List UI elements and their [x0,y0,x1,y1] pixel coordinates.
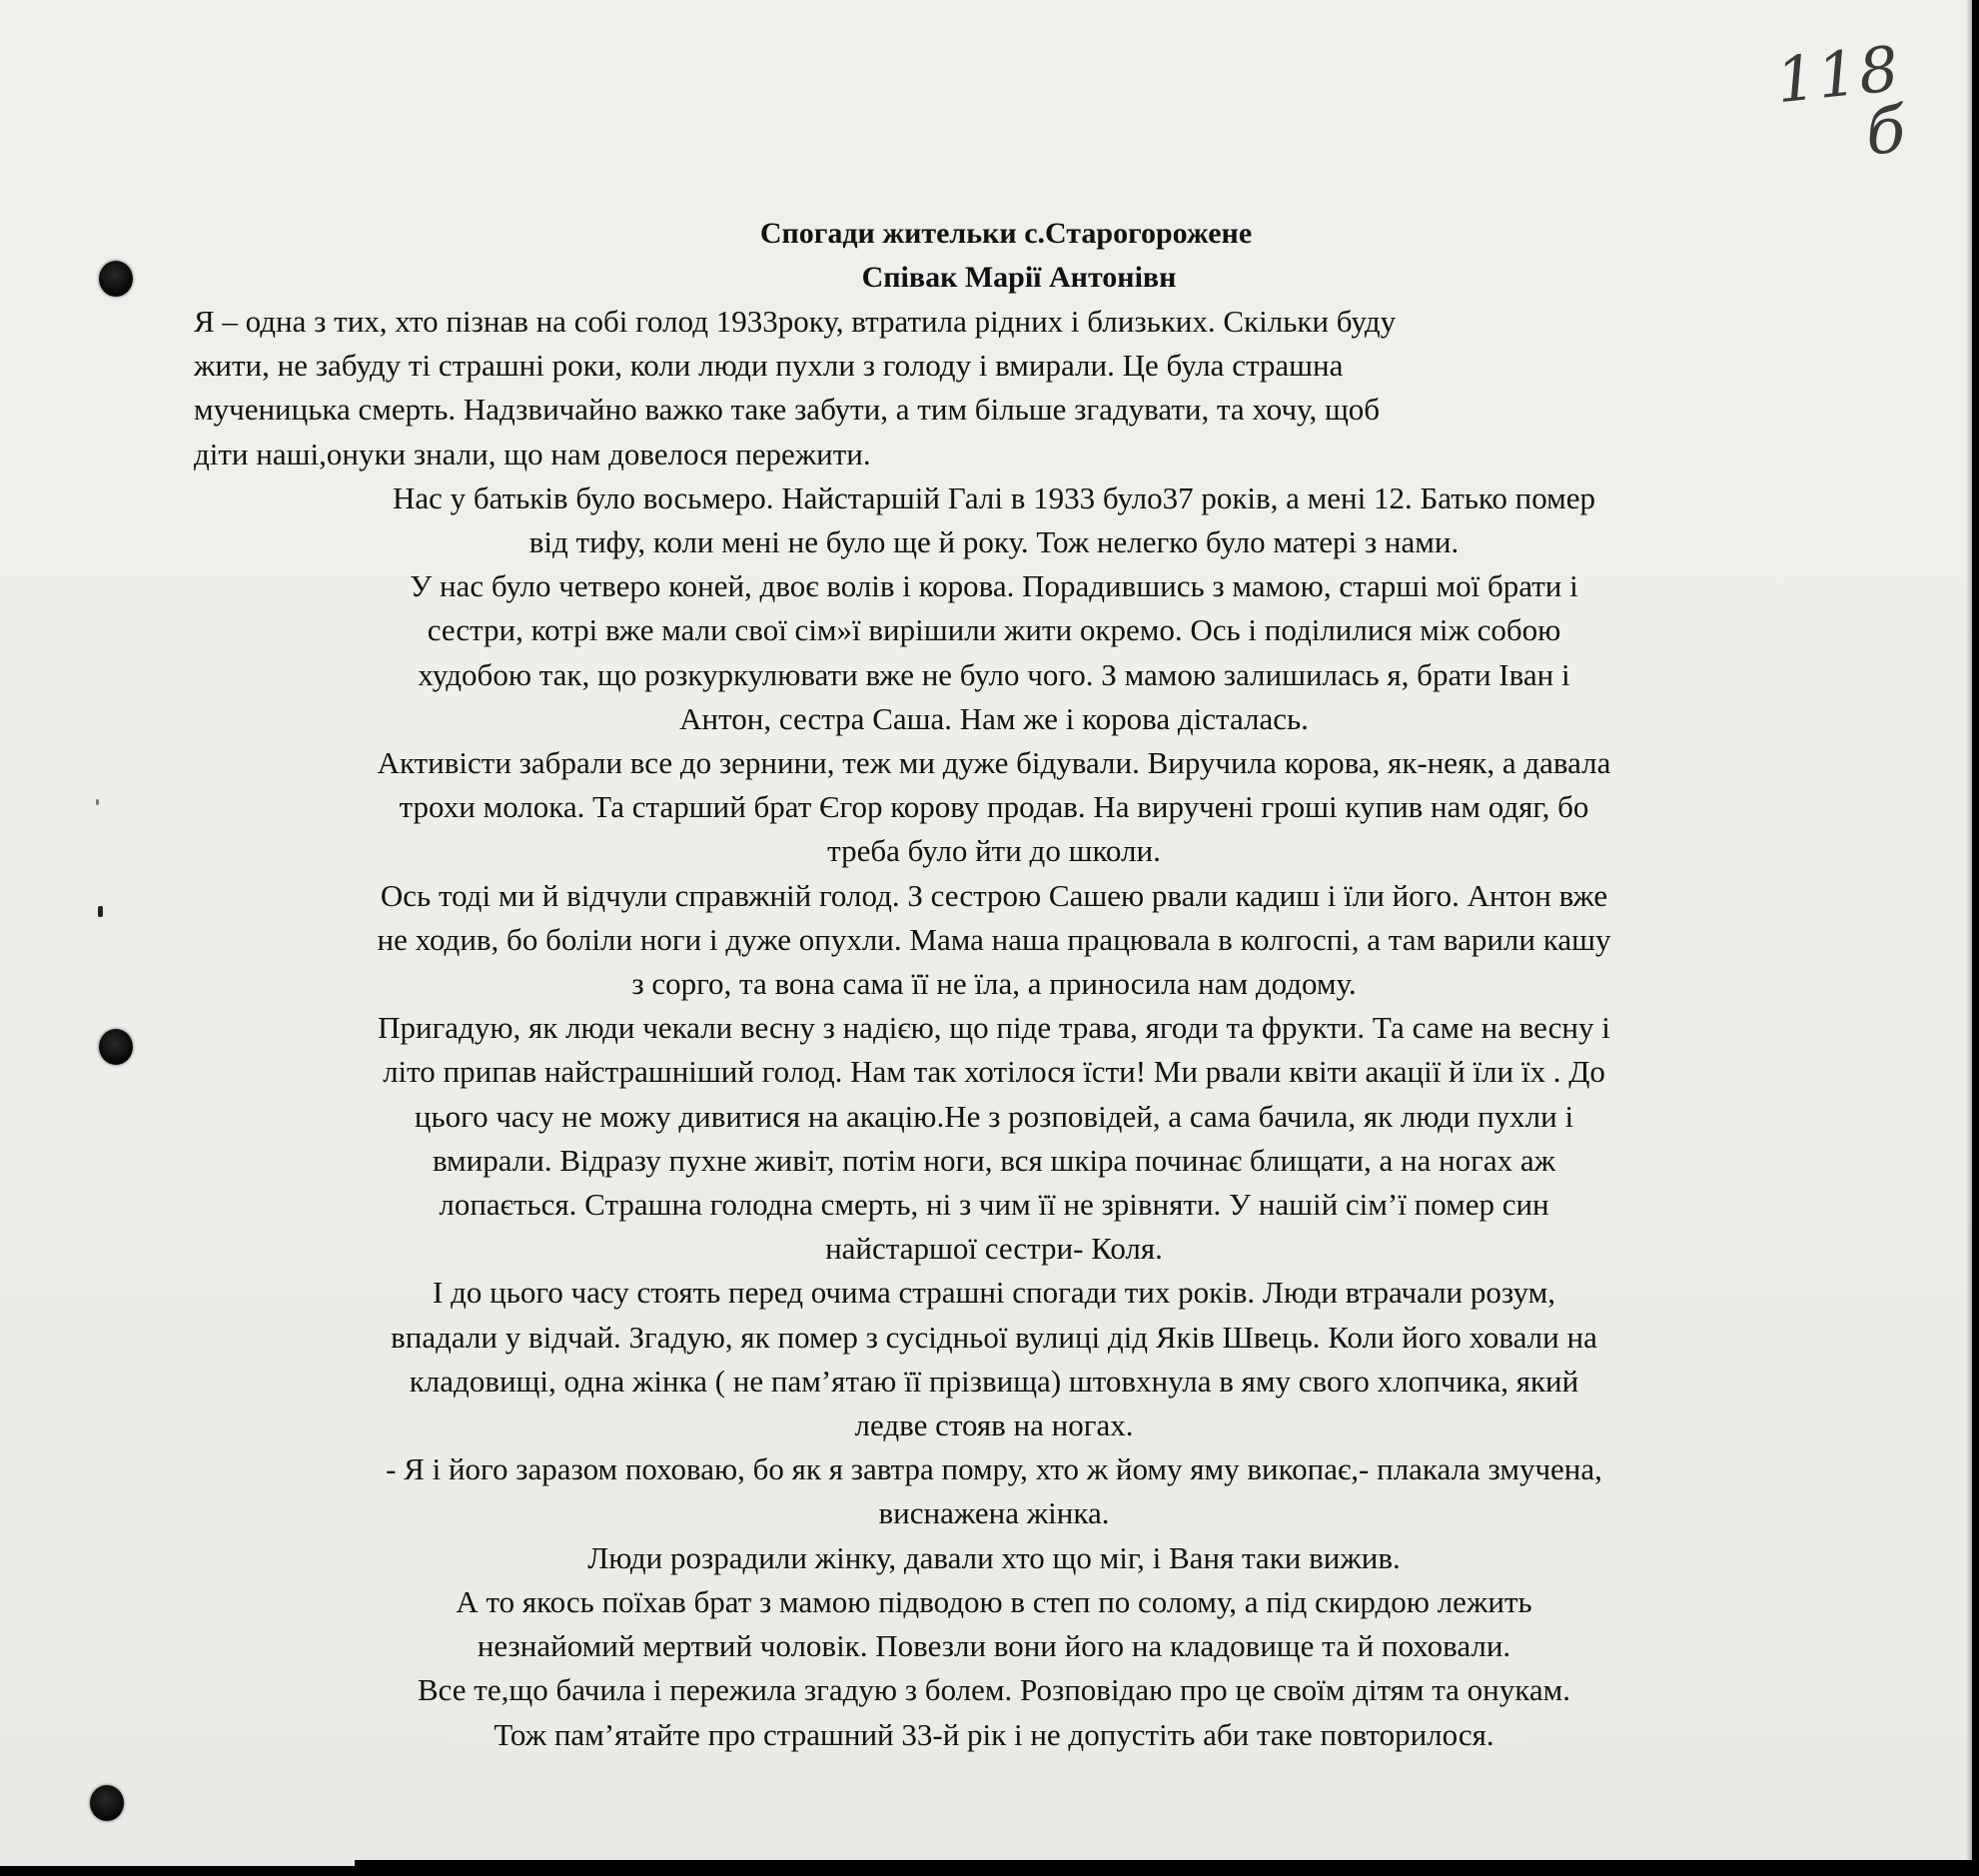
text-line: Ось тоді ми й відчули справжній голод. З сестрою Сашею рвали кадиш і їли його. Антон вже [380,877,1608,913]
text-line: впадали у відчай. Згадую, як помер з сусідньої вулиці дід Яків Швець. Коли його ховали на [391,1319,1597,1355]
folio-number: 118 [1772,31,1904,118]
text-line: незнайомий мертвий чоловік. Повезли вони його на кладовище та й поховали. [477,1628,1511,1664]
text-line: жити, не забуду ті страшні роки, коли люди пухли з голоду і вмирали. Це була страшна [194,348,1344,384]
text-line: І до цього часу стоять перед очима страшні спогади тих років. Люди втрачали розум, [433,1275,1555,1311]
text-line: найстаршої сестри- Коля. [825,1231,1163,1267]
paper-speck [96,799,99,805]
text-line: А то якось поїхав брат з мамою підводою в степ по солому, а під скирдою лежить [456,1583,1532,1619]
text-line: треба було йти до школи. [827,833,1161,869]
document-title: Спогади жительки с.Старогорожене [759,217,1253,250]
paper-speck [98,906,103,917]
text-line: виснажена жінка. [878,1495,1110,1531]
text-line: Я – одна з тих, хто пізнав на собі голод 1933року, втратила рідних і близьких. Скільки буду [194,304,1397,339]
text-line: з сорго, та вона сама її не їла, а приносила нам додому. [631,966,1357,1002]
text-line: від тифу, коли мені не було ще й року. Тож нелегко було матері з нами. [528,524,1460,560]
scan-border [355,1860,1972,1876]
page-edge-shadow [1966,0,1972,1866]
text-line: ледве стояв на ногах. [854,1407,1134,1443]
text-line: лопається. Страшна голодна смерть, ні з чим її не зрівняти. У нашій сім’ї помер син [439,1187,1549,1223]
text-line: Пригадую, як люди чекали весну з надією, що піде трава, ягоди та фрукти. Та саме на весну і [378,1010,1610,1046]
text-line: Антон, сестра Саша. Нам же і корова дісталась. [679,700,1309,736]
punch-hole-bottom [90,1785,124,1821]
text-line: Активісти забрали все до зернини, теж ми дуже бідували. Виручила корова, як-неяк, а давала [377,745,1611,781]
text-line: - Я і його заразом поховаю, бо як я завтра помру, хто ж йому яму викопає,- плакала змучена, [386,1451,1602,1487]
text-line: худобою так, що розкуркулювати вже не було чого. З мамою залишилась я, брати Іван і [418,656,1570,692]
text-line: мученицька смерть. Надзвичайно важко таке забути, а тим більше згадувати, та хочу, щоб [194,392,1381,428]
text-line: цього часу не можу дивитися на акацію.Не з розповідей, а сама бачила, як люди пухли і [414,1098,1574,1134]
text-line: діти наші,онуки знали, що нам довелося пережити. [194,436,871,471]
text-line: Тож пам’ятайте про страшний 33-й рік і не допустіть аби таке повторилося. [494,1716,1494,1752]
memoir-text [150,212,1838,1757]
punch-hole-middle [99,1029,133,1065]
text-line: не ходив, бо боліли ноги і дуже опухли. Мама наша працювала в колгоспі, а там варили кашу [377,921,1611,957]
text-line: Все те,що бачила і пережила згадую з болем. Розповідаю про це своїм дітям та онукам. [417,1672,1570,1708]
text-line: трохи молока. Та старший брат Єгор корову продав. На виручені гроші купив нам одяг, бо [399,789,1589,825]
text-line: сестри, котрі вже мали свої сім»ї вирішили жити окремо. Ось і поділилися між собою [427,612,1561,648]
document-author: Співак Марії Антонівн [861,261,1177,294]
text-line: Люди розрадили жінку, давали хто що міг, і Ваня таки вижив. [587,1539,1401,1575]
folio-mark: б [1863,93,1908,171]
text-line: вмирали. Відразу пухне живіт, потім ноги, вся шкіра починає блищати, а на ногах аж [432,1142,1556,1178]
punch-hole-top [99,261,133,297]
text-line: кладовищі, одна жінка ( не пам’ятаю її прізвища) штовхнула в яму свого хлопчика, який [409,1363,1579,1399]
text-line: У нас було четверо коней, двоє волів і корова. Порадившись з мамою, старші мої брати і [410,568,1578,604]
text-line: Нас у батьків було восьмеро. Найстаршій Галі в 1933 було37 років, а мені 12. Батько помер [392,479,1596,515]
text-line: літо припав найстрашніший голод. Нам так хотілося їсти! Ми рвали квіти акації й їли їх . До [383,1054,1605,1090]
